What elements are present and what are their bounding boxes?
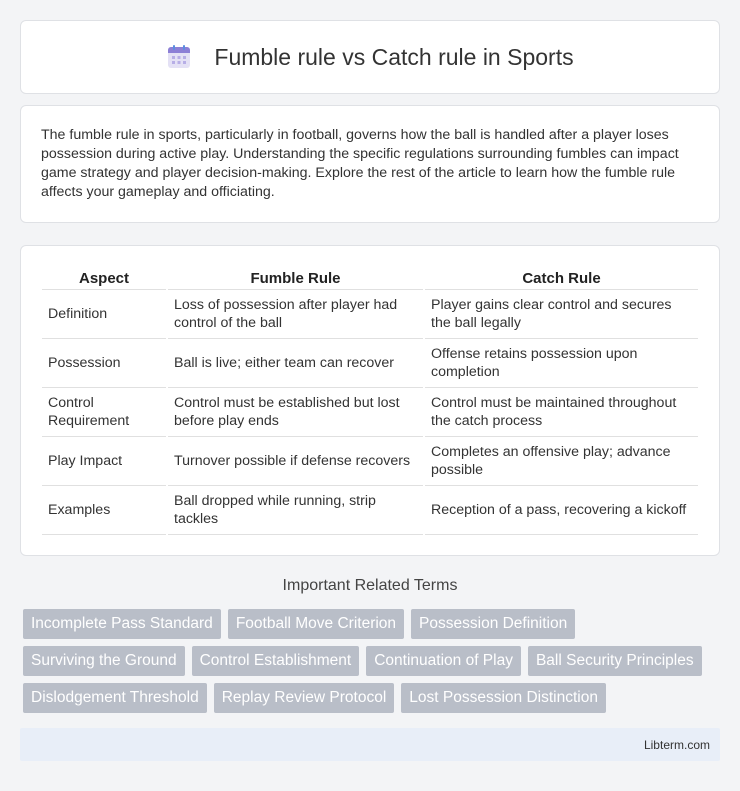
related-term-tag[interactable]: Ball Security Principles: [528, 646, 702, 676]
table-row: [42, 388, 698, 437]
related-terms-list: [23, 609, 723, 720]
intro-card: [20, 105, 720, 223]
footer: [20, 728, 720, 761]
footer-site-link[interactable]: Libterm.com: [643, 737, 710, 752]
cell-catch: Player gains clear control and secures the ball legally: [425, 290, 698, 339]
related-term-tag[interactable]: Dislodgement Threshold: [23, 683, 207, 713]
cell-aspect: Definition: [42, 290, 166, 339]
related-term-tag[interactable]: Surviving the Ground: [23, 646, 185, 676]
table-row: [42, 486, 698, 535]
cell-catch: Control must be maintained throughout the catch process: [425, 388, 698, 437]
page-title: Fumble rule vs Catch rule in Sports: [214, 43, 574, 70]
cell-fumble: Ball is live; either team can recover: [168, 339, 423, 388]
related-term-tag[interactable]: Replay Review Protocol: [214, 683, 395, 713]
cell-aspect: Examples: [42, 486, 166, 535]
intro-paragraph: The fumble rule in sports, particularly in football, governs how the ball is handled after a player loses possession during active play. Understanding the specific regulations surrounding fumbles can impact game strategy and player decision-making. Explore the rest of the article to learn how the fumble rule affects your gameplay and officiating.: [41, 127, 679, 200]
table-row: [42, 437, 698, 486]
related-terms-title: Important Related Terms: [282, 577, 458, 594]
header-aspect: Aspect: [42, 264, 166, 290]
comparison-table-card: [20, 245, 720, 556]
cell-catch: Reception of a pass, recovering a kickoff: [425, 486, 698, 535]
cell-aspect: Control Requirement: [42, 388, 166, 437]
table-header-row: [42, 264, 698, 290]
cell-fumble: Control must be established but lost before play ends: [168, 388, 423, 437]
related-term-tag[interactable]: Lost Possession Distinction: [401, 683, 606, 713]
cell-aspect: Play Impact: [42, 437, 166, 486]
cell-fumble: Loss of possession after player had control of the ball: [168, 290, 423, 339]
cell-aspect: Possession: [42, 339, 166, 388]
related-term-tag[interactable]: Possession Definition: [411, 609, 575, 639]
cell-fumble: Turnover possible if defense recovers: [168, 437, 423, 486]
related-term-tag[interactable]: Control Establishment: [192, 646, 360, 676]
header-card: [20, 20, 720, 94]
cell-catch: Offense retains possession upon completion: [425, 339, 698, 388]
header-catch-rule: Catch Rule: [425, 264, 698, 290]
related-term-tag[interactable]: Incomplete Pass Standard: [23, 609, 221, 639]
related-term-tag[interactable]: Continuation of Play: [366, 646, 521, 676]
related-term-tag[interactable]: Football Move Criterion: [228, 609, 404, 639]
cell-catch: Completes an offensive play; advance possible: [425, 437, 698, 486]
calendar-icon: [166, 44, 192, 70]
table-row: [42, 339, 698, 388]
comparison-table: [42, 264, 698, 535]
table-row: [42, 290, 698, 339]
cell-fumble: Ball dropped while running, strip tackles: [168, 486, 423, 535]
header-fumble-rule: Fumble Rule: [168, 264, 423, 290]
